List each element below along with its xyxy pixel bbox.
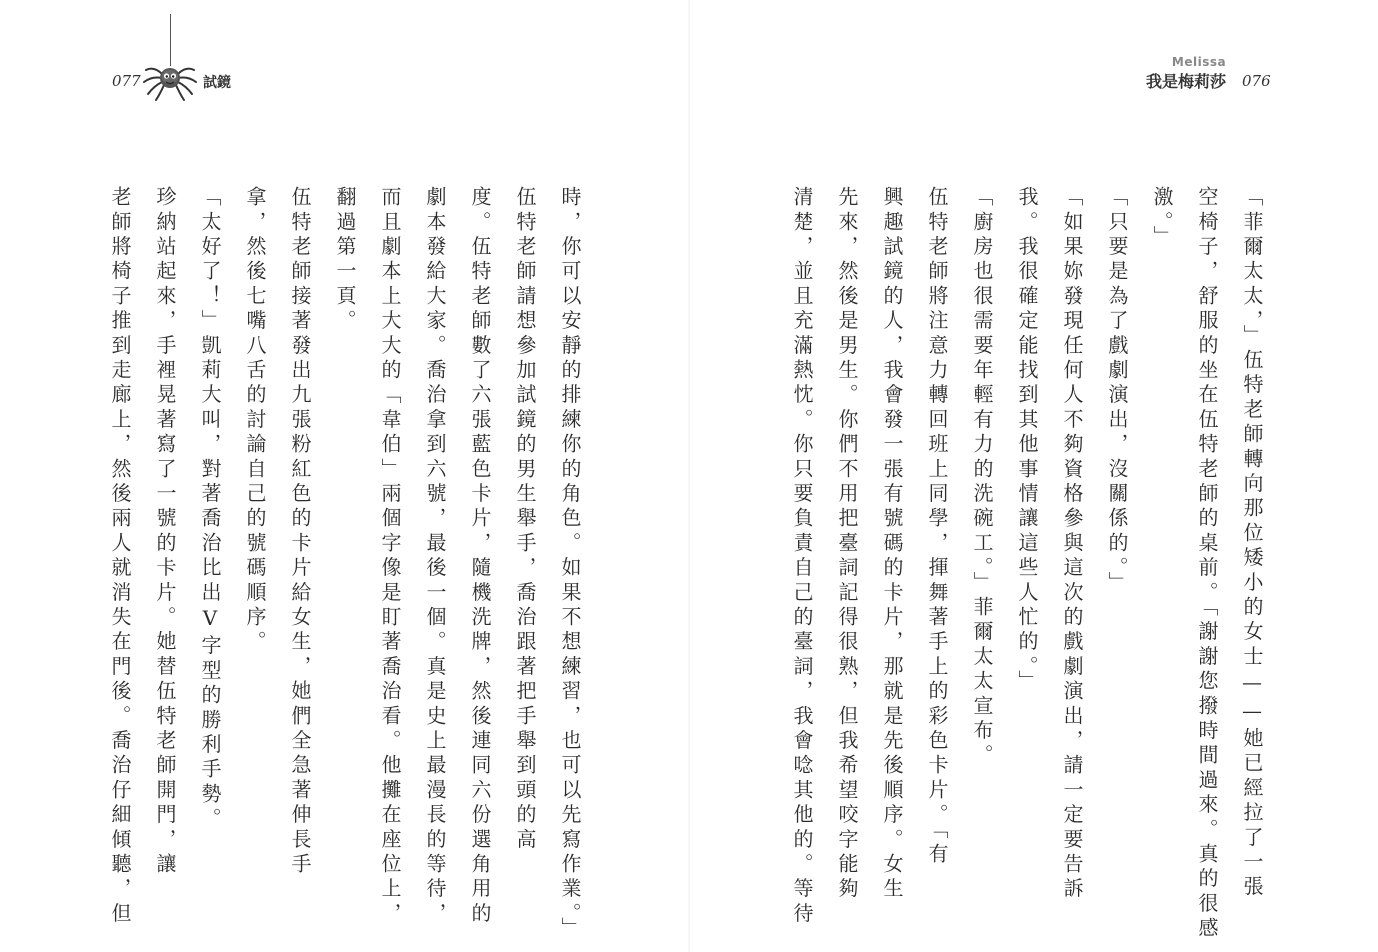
left-page-line: 伍特老師請想參加試鏡的男生舉手，喬治跟著把手舉到頭的高 [513, 186, 537, 853]
spider-icon [140, 54, 200, 102]
right-page-line: 我。我很確定能找到其他事情讓這些人忙的。」 [1015, 186, 1039, 695]
left-page-line: 而且劇本上大大的「韋伯」兩個字像是盯著喬治看。他攤在座位上， [378, 186, 402, 927]
left-page-number: 077 [112, 72, 141, 90]
left-page-line: 拿，然後七嘴八舌的討論自己的號碼順序。 [243, 186, 267, 656]
right-page-line: 先來，然後是男生。你們不用把臺詞記得很熟，但我希望咬字能夠 [835, 186, 859, 903]
right-page-line: 「菲爾太太，」伍特老師轉向那位矮小的女士——她已經拉了一張 [1240, 186, 1264, 901]
left-page-line: 時，你可以安靜的排練你的角色。如果不想練習，也可以先寫作業。」 [558, 186, 582, 942]
chapter-title: 試鏡 [203, 75, 231, 91]
page-gutter [688, 0, 690, 952]
left-page-line: 劇本發給大家。喬治拿到六號，最後一個。真是史上最漫長的等待， [423, 186, 447, 927]
series-title-chinese: 我是梅莉莎 [1146, 72, 1227, 91]
series-title-english: Melissa [1171, 55, 1227, 69]
right-page-line: 清楚，並且充滿熱忱。你只要負責自己的臺詞，我會唸其他的。等待 [790, 186, 814, 927]
left-page-line: 翻過第一頁。 [333, 186, 357, 335]
right-page-line: 伍特老師將注意力轉回班上同學，揮舞著手上的彩色卡片。「有 [925, 186, 949, 868]
right-page-line: 「如果妳發現任何人不夠資格參與這次的戲劇演出，請一定要告訴 [1060, 186, 1084, 903]
left-page-line: 珍納站起來，手裡晃著寫了一號的卡片。她替伍特老師開門，讓 [153, 186, 177, 878]
left-page-line: 伍特老師接著發出九張粉紅色的卡片給女生，她們全急著伸長手 [288, 186, 312, 878]
right-page-line: 「只要是為了戲劇演出，沒關係的。」 [1105, 186, 1129, 596]
right-page-number: 076 [1242, 72, 1271, 90]
left-page-line: 「太好了！」凱莉大叫，對著喬治比出V字型的勝利手勢。 [198, 186, 222, 833]
left-page-line: 度。伍特老師數了六張藍色卡片，隨機洗牌，然後連同六份選角用的 [468, 186, 492, 927]
right-page-line: 激。」 [1150, 186, 1174, 251]
left-page-line: 老師將椅子推到走廊上，然後兩人就消失在門後。喬治仔細傾聽，但 [108, 186, 132, 927]
right-page-line: 興趣試鏡的人，我會發一張有號碼的卡片，那就是先後順序。女生 [880, 186, 904, 903]
right-page-line: 空椅子，舒服的坐在伍特老師的桌前。「謝謝您撥時間過來。真的很感 [1195, 186, 1219, 942]
right-page-line: 「廚房也很需要年輕有力的洗碗工。」菲爾太太宣布。 [970, 186, 994, 769]
